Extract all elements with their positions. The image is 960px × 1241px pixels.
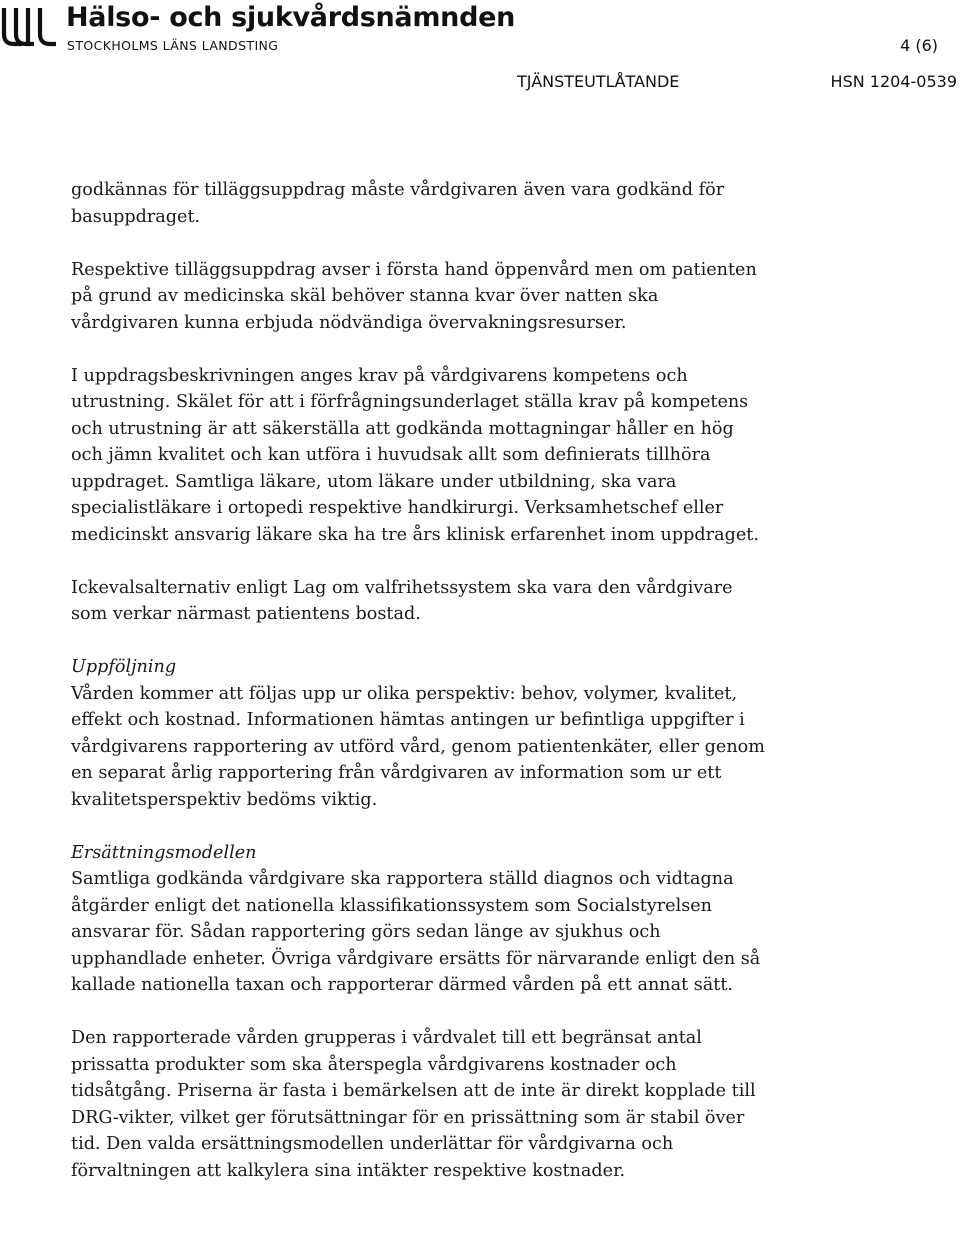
section-heading: Ersättningsmodellen (71, 842, 257, 863)
organization-name: Hälso- och sjukvårdsnämnden (66, 2, 516, 33)
document-id: HSN 1204-0539 (830, 72, 957, 91)
document-type: TJÄNSTEUTLÅTANDE (517, 72, 680, 91)
paragraph: godkännas för tilläggsuppdrag måste vårdgivaren även vara godkänd för basuppdraget. (71, 180, 725, 227)
paragraph: Ickevalsalternativ enligt Lag om valfrihetssystem ska vara den vårdgivare som verkar närmast patientens bostad. (71, 577, 733, 624)
organization-subtitle: STOCKHOLMS LÄNS LANDSTING (67, 38, 279, 53)
landsting-logo-icon (0, 4, 56, 48)
section-ersattningsmodellen (71, 840, 771, 999)
paragraph: Respektive tilläggsuppdrag avser i första hand öppenvård men om patienten på grund av medicinska skäl behöver stanna kvar över natten ska vårdgivaren kunna erbjuda nödvändiga övervakningsresurser. (71, 259, 757, 333)
document-body (71, 177, 771, 1211)
section-uppfoljning (71, 654, 771, 813)
paragraph: Samtliga godkända vårdgivare ska rapportera ställd diagnos och vidtagna åtgärder enligt det nationella klassifikationssystem som Socialstyrelsen ansvarar för. Sådan rapportering görs sedan länge av sjukhus och upphandlade enheter. Övriga vårdgivare ersätts för närvarande enligt den så kallade nationella taxan och rapporterar därmed vården på ett annat sätt. (71, 869, 761, 995)
paragraph: Den rapporterade vården grupperas i vårdvalet till ett begränsat antal prissatta produkter som ska återspegla vårdgivarens kostnader och tidsåtgång. Priserna är fasta i bemärkelsen att de inte är direkt kopplade till DRG-vikter, vilket ger förutsättningar för en prissättning som är stabil över tid. Den valda ersättningsmodellen underlättar för vårdgivarna och förvaltningen att kalkylera sina intäkter respektive kostnader. (71, 1028, 756, 1181)
paragraph: Vården kommer att följas upp ur olika perspektiv: behov, volymer, kvalitet, effekt och kostnad. Informationen hämtas antingen ur befintliga uppgifter i vårdgivarens rapportering av utförd vård, genom patientenkäter, eller genom en separat årlig rapportering från vårdgivaren av information som ur ett kvalitetsperspektiv bedöms viktig. (71, 683, 765, 810)
paragraph: I uppdragsbeskrivningen anges krav på vårdgivarens kompetens och utrustning. Skälet för att i förfrågningsunderlaget ställa krav på kompetens och utrustning är att säkerställa att godkända mottagningar håller en hög och jämn kvalitet och kan utföra i huvudsak allt som definierats tillhöra uppdraget. Samtliga läkare, utom läkare under utbildning, ska vara specialistläkare i ortopedi respektive handkirurgi. Verksamhetschef eller medicinskt ansvarig läkare ska ha tre års klinisk erfarenhet inom uppdraget. (71, 365, 759, 545)
page-number: 4 (6) (900, 36, 938, 55)
section-heading: Uppföljning (71, 657, 177, 677)
